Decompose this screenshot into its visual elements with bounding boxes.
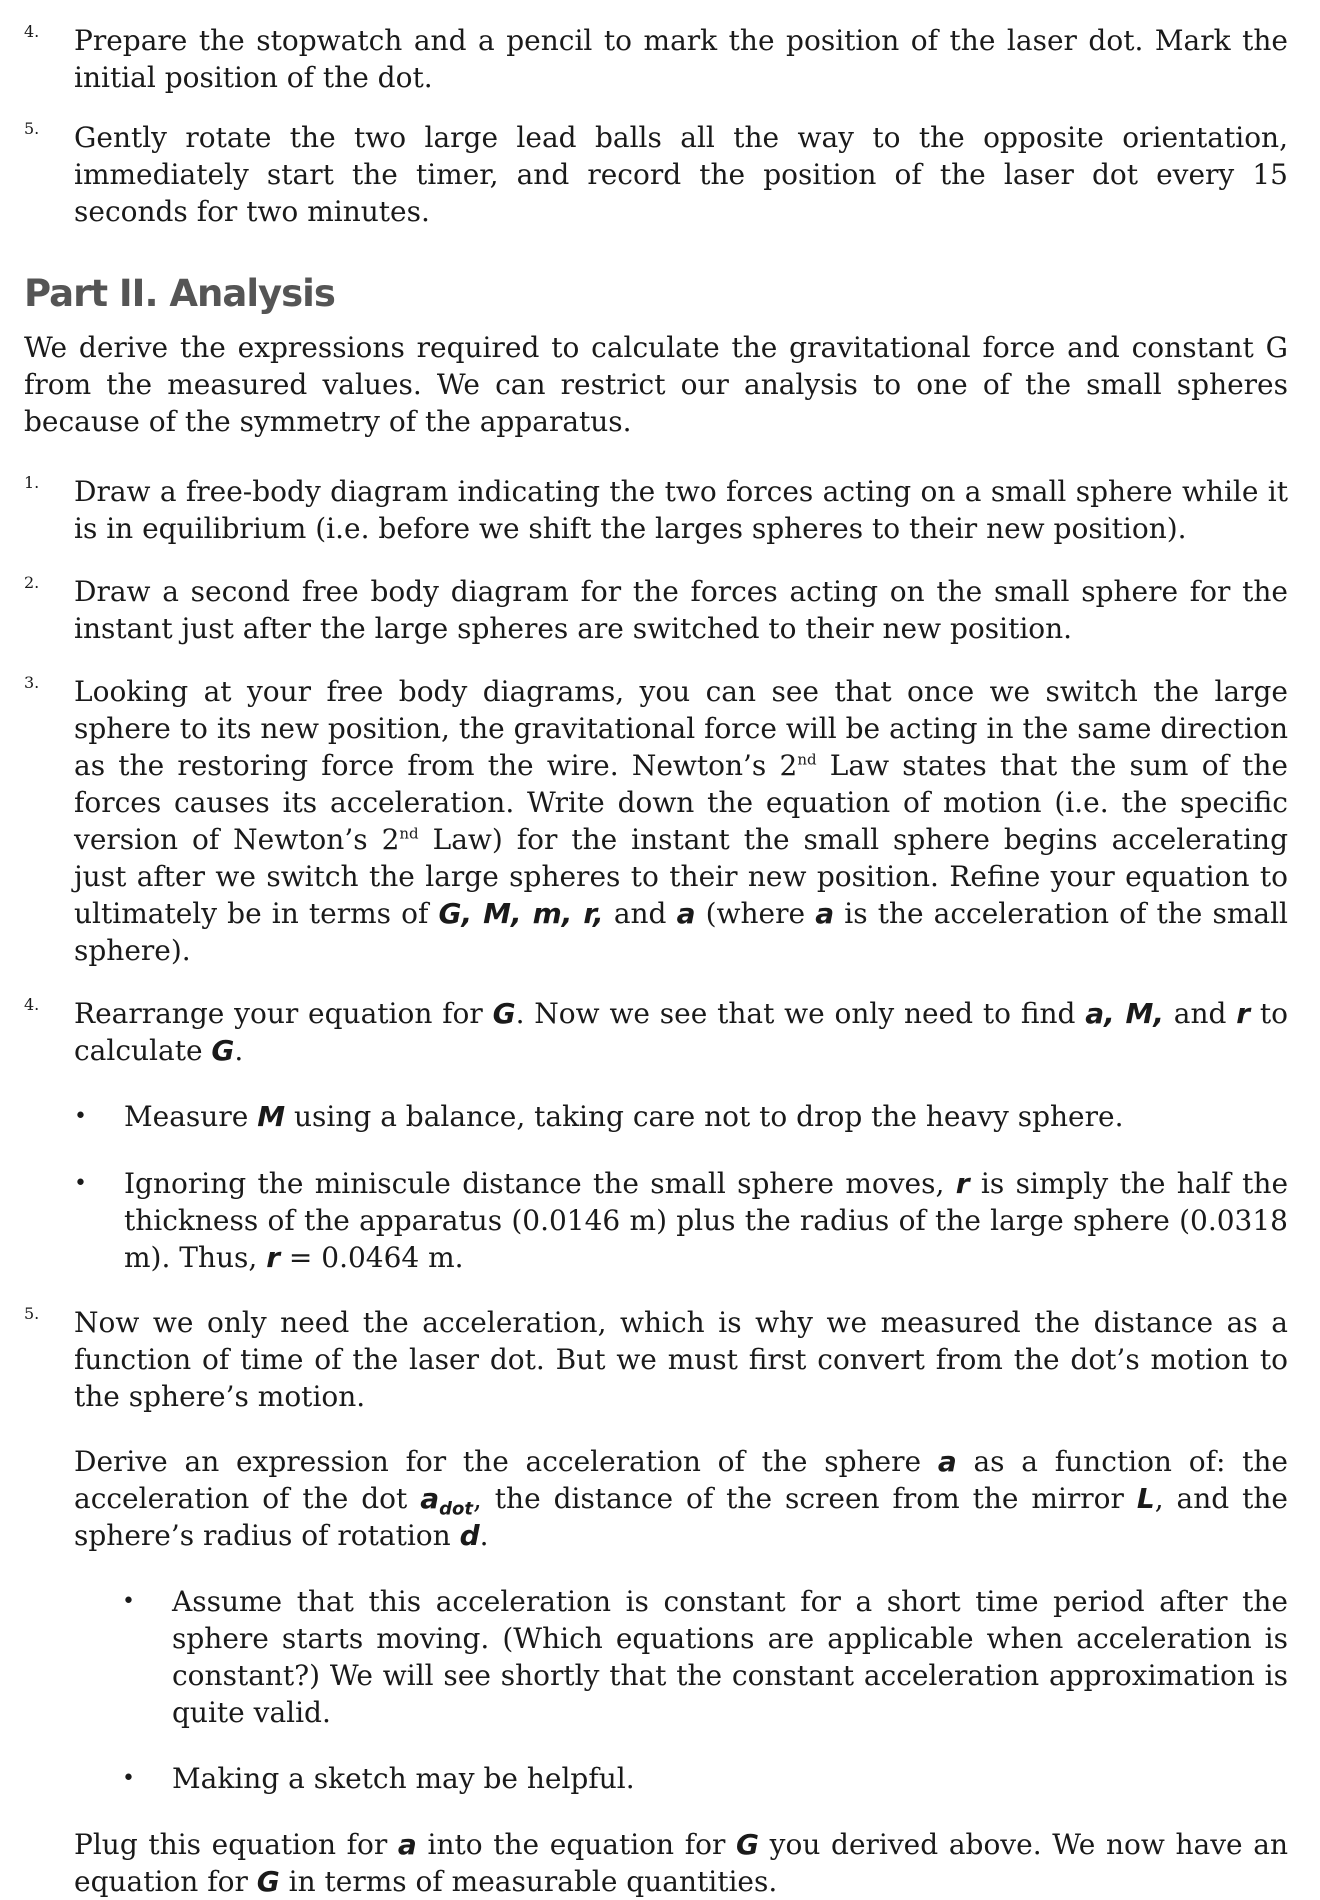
- math-variable: r: [955, 1167, 970, 1200]
- list-item-5: [24, 119, 1288, 230]
- math-variable: a: [420, 1482, 440, 1515]
- bullet-icon: •: [122, 1589, 135, 1614]
- step-number: 4.: [24, 995, 40, 1014]
- bullet-radius-r: [74, 1165, 1288, 1276]
- math-variable: a: [815, 897, 835, 930]
- step-number: 5.: [24, 1304, 40, 1323]
- item-number: 5.: [24, 119, 40, 138]
- section-heading: Part II. Analysis: [24, 272, 335, 315]
- step-5: [24, 1304, 1288, 1900]
- bullet-icon: •: [74, 1171, 87, 1196]
- bullet-text: Ignoring the miniscule distance the small sphere moves, r is simply the half the thickness of the apparatus (0.0146 m) plus the radius of the large sphere (0.0318 m). Thus, r = 0.0464 m.: [124, 1167, 1289, 1274]
- bullet-constant-acceleration: [74, 1583, 1288, 1731]
- math-variable: G: [736, 1828, 759, 1861]
- math-variable: G: [256, 1865, 280, 1898]
- item-number: 4.: [24, 22, 40, 41]
- math-variables: a, M,: [1085, 997, 1164, 1030]
- math-variable: a: [937, 1445, 957, 1478]
- ordinal-suffix: nd: [797, 750, 817, 769]
- plug-paragraph: Plug this equation for a into the equation for G you derived above. We now have an equation for G in terms of measurable quantities.: [74, 1828, 1288, 1898]
- bullet-icon: •: [122, 1766, 135, 1791]
- step-3: [24, 673, 1288, 969]
- bullet-measure-M: [74, 1098, 1288, 1135]
- intro-paragraph: We derive the expressions required to calculate the gravitational force and constant G from the measured values. We can restrict our analysis to one of the small spheres because of the symmetry of the apparatus.: [24, 331, 1288, 438]
- bullet-sketch: [74, 1760, 1288, 1797]
- step-text: Looking at your free body diagrams, you can see that once we switch the large sphere to its new position, the gravitational force will be acting in the same direction as the restoring force from the wire. Newton’s 2nd Law states that the sum of the forces causes its acceleration. Write down the equation of motion (i.e. the specific version of Newton’s 2nd Law) for the instant the small sphere begins accelerating just after we switch the large spheres to their new position. Refine your equation to ultimately be in terms of G, M, m, r, and a (where a is the acceleration of the small sphere).: [74, 675, 1288, 967]
- item-text: Gently rotate the two large lead balls all the way to the opposite orientation, immediately start the timer, and record the position of the laser dot every 15 seconds for two minutes.: [74, 121, 1288, 228]
- item-text: Prepare the stopwatch and a pencil to mark the position of the laser dot. Mark the initial position of the dot.: [74, 24, 1288, 94]
- step-1: [24, 473, 1288, 547]
- document-page: [24, 22, 1288, 1900]
- derive-paragraph: Derive an expression for the acceleration of the sphere a as a function of: the acceleration of the dot $a_{dot}$, the distance of the screen from the mirror L, and the sphere’s radius of rotation d.: [74, 1445, 1288, 1552]
- math-variable: L: [1136, 1482, 1155, 1515]
- step-text: Rearrange your equation for G. Now we see that we only need to find a, M, and r to calculate G.: [74, 997, 1289, 1067]
- step-text: Now we only need the acceleration, which is why we measured the distance as a function of time of the laser dot. But we must first convert from the dot’s motion to the sphere’s motion.: [74, 1306, 1288, 1413]
- step-number: 3.: [24, 673, 40, 692]
- step-number: 2.: [24, 573, 40, 592]
- step-text: Draw a second free body diagram for the forces acting on the small sphere for the instant just after the large spheres are switched to their new position.: [74, 575, 1288, 645]
- math-variable: r: [266, 1241, 280, 1274]
- math-variable: d: [459, 1519, 480, 1552]
- step-2: [24, 573, 1288, 647]
- bullet-text: Measure M using a balance, taking care not to drop the heavy sphere.: [124, 1100, 1124, 1133]
- step-number: 1.: [24, 473, 40, 492]
- step-4: [24, 995, 1288, 1276]
- bullet-text: Making a sketch may be helpful.: [172, 1762, 635, 1795]
- math-variable: a: [397, 1828, 417, 1861]
- ordinal-suffix: nd: [399, 824, 419, 843]
- math-subscript: dot: [439, 1498, 473, 1520]
- bullet-text: Assume that this acceleration is constant for a short time period after the sphere starts moving. (Which equations are applicable when acceleration is constant?) We will see shortly that the constant acceleration approximation is quite valid.: [172, 1585, 1288, 1729]
- math-variable: M: [257, 1100, 286, 1133]
- math-variable: G: [211, 1034, 235, 1067]
- math-variable: r: [1236, 997, 1251, 1030]
- list-item-4: [24, 22, 1288, 96]
- bullet-icon: •: [74, 1104, 87, 1129]
- math-variable: G: [492, 997, 516, 1030]
- math-variable: a: [676, 897, 696, 930]
- step-text: Draw a free-body diagram indicating the two forces acting on a small sphere while it is in equilibrium (i.e. before we shift the larges spheres to their new position).: [74, 475, 1288, 545]
- math-variables: G, M, m, r,: [438, 897, 604, 930]
